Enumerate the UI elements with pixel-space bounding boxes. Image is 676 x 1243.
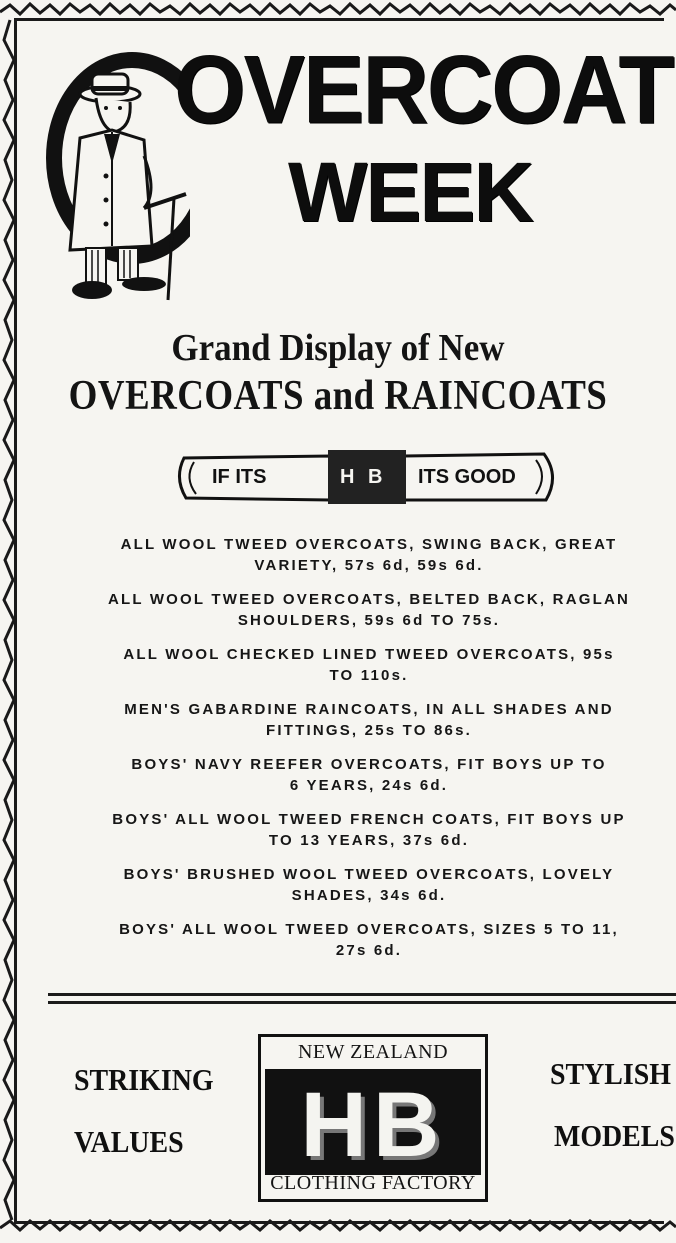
- list-item: [66, 644, 672, 686]
- item-description: ALL WOOL CHECKED LINED TWEED OVERCOATS, 95s: [123, 646, 615, 663]
- logo-new-zealand: NEW ZEALAND: [297, 1041, 449, 1063]
- list-item: [66, 919, 672, 961]
- logo-clothing-factory: CLOTHING FACTORY: [270, 1172, 476, 1194]
- item-price: TO 13 YEARS, 37s 6d.: [268, 832, 470, 849]
- slogan-its-good: ITS GOOD: [418, 466, 516, 488]
- item-price: SHADES, 34s 6d.: [291, 887, 447, 904]
- heading-overcoats-raincoats: OVERCOATS and RAINCOATS: [68, 373, 608, 419]
- item-price: 6 YEARS, 24s 6d.: [289, 777, 449, 794]
- list-item: [66, 589, 672, 631]
- cartoon-man-illustration: [40, 46, 190, 306]
- hb-logo: [258, 1034, 488, 1202]
- item-price: SHOULDERS, 59s 6d TO 75s.: [237, 612, 501, 629]
- item-description: BOYS' ALL WOOL TWEED OVERCOATS, SIZES 5 TO 11,: [119, 921, 619, 938]
- divider-rule: [48, 1001, 676, 1004]
- logo-hb-letters: HB: [300, 1074, 446, 1176]
- footer-values: VALUES: [74, 1124, 184, 1159]
- slogan-if-its: IF ITS: [212, 466, 267, 488]
- heading-grand-display: Grand Display of New: [171, 327, 505, 369]
- footer-stylish: STYLISH: [550, 1056, 671, 1091]
- logo-black-panel: [265, 1069, 481, 1175]
- item-description: BOYS' NAVY REEFER OVERCOATS, FIT BOYS UP TO: [131, 756, 607, 773]
- item-description: BOYS' ALL WOOL TWEED FRENCH COATS, FIT BOYS UP: [112, 811, 626, 828]
- slogan-banner: [172, 444, 560, 510]
- item-description: ALL WOOL TWEED OVERCOATS, SWING BACK, GREAT: [120, 536, 618, 553]
- list-item: [66, 864, 672, 906]
- footer-striking: STRIKING: [74, 1062, 214, 1097]
- title-overcoat: OVERCOAT: [174, 36, 673, 144]
- list-item: [66, 699, 672, 741]
- item-price: TO 110s.: [329, 667, 409, 684]
- item-description: ALL WOOL TWEED OVERCOATS, BELTED BACK, RAGLAN: [107, 591, 631, 608]
- item-price: 27s 6d.: [335, 942, 403, 959]
- slogan-hb-mark: H B: [340, 466, 387, 488]
- footer-models: MODELS: [554, 1118, 675, 1153]
- title-week: WEEK: [288, 145, 532, 239]
- list-item: [66, 754, 672, 796]
- product-list: [66, 534, 672, 974]
- list-item: [66, 534, 672, 576]
- item-price: VARIETY, 57s 6d, 59s 6d.: [254, 557, 484, 574]
- item-price: FITTINGS, 25s TO 86s.: [266, 722, 472, 739]
- divider-rule: [48, 993, 676, 996]
- item-description: BOYS' BRUSHED WOOL TWEED OVERCOATS, LOVELY: [123, 866, 615, 883]
- item-description: MEN'S GABARDINE RAINCOATS, IN ALL SHADES AND: [124, 701, 614, 718]
- list-item: [66, 809, 672, 851]
